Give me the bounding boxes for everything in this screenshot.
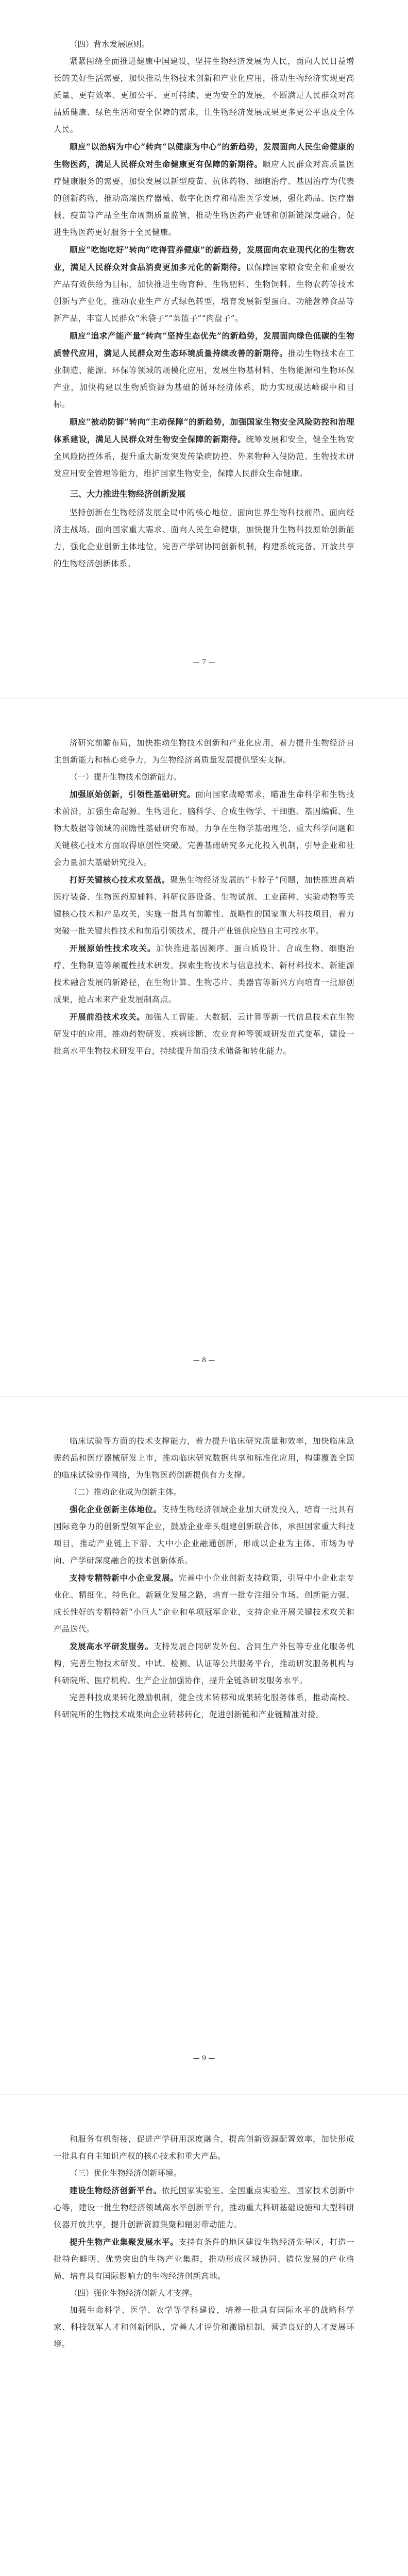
document-page bbox=[0, 2094, 408, 2576]
paragraph-lead: 强化企业创新主体地位。 bbox=[70, 1504, 162, 1514]
paragraph-text: 依托国家实验室、全国重点实验室、国家技术创新中心等，建设一批生物经济领域高水平创新平台，推动重大科研基础设施和大型科研仪器开放共享，提升创新资源集聚和辐射带动能力。 bbox=[54, 2186, 354, 2229]
paragraph bbox=[54, 138, 354, 241]
paragraph bbox=[54, 871, 354, 940]
paragraph bbox=[54, 786, 354, 871]
paragraph-text: 支持有条件的地区建设生物经济先导区，打造一批特色鲜明、优势突出的生物产业集群，推动形成区域协同、错位发展的产业格局，培育具有国际影响力的生物经济创新高地。 bbox=[54, 2238, 355, 2281]
subsection-heading: （三）优化生物经济创新环境。 bbox=[70, 2168, 182, 2178]
paragraph bbox=[54, 2302, 354, 2353]
paragraph-text: 紧紧围绕全面推进健康中国建设，坚持生物经济发展为人民，面向人民日益增长的美好生活需要，加快推动生物技术创新和产业化应用，推动生物经济实现更高质量、更有效率、更加公平、更可持续、更为安全的发展，不断满足人民群众对高品质健康、绿色生活和安全保障的需求，让生物经济发展成果更多更公平惠及全体人民。 bbox=[54, 57, 354, 134]
section-heading: 三、大力推进生物经济创新发展 bbox=[70, 489, 186, 499]
paragraph-text: 加快推进基因测序、蛋白质设计、合成生物、细胞治疗、生物制造等颠覆性技术研发，探索生物技术与信息技术、新材料技术、新能源技术融合发展的新路径，在生物计算、生物芯片、类器官等新兴方向培育一批原创成果，抢占未来产业发展制高点。 bbox=[54, 944, 354, 1004]
paragraph bbox=[54, 1433, 354, 1484]
paragraph-text: 支持生物经济领域企业加大研发投入，培育一批具有国际竞争力的创新型领军企业，鼓励企业牵头组建创新联合体，承担国家重大科技项目，推动产业链上下游、大中小企业融通创新，形成以企业为主体、市场为导向、产学研深度融合的技术创新体系。 bbox=[54, 1505, 354, 1565]
subsection-heading: （四）背水发展原则。 bbox=[70, 40, 150, 49]
paragraph bbox=[54, 327, 354, 413]
paragraph-text: 临床试验等方面的技术支撑能力，着力提升临床研究质量和效率，加快临床急需药品和医疗器械研发上市，推动临床研究数据共享和标准化应用，构建覆盖全国的临床试验协作网络，为生物医药创新提供有力支撑。 bbox=[54, 1436, 354, 1480]
paragraph-lead: 打好关键核心技术攻坚战。 bbox=[70, 875, 170, 885]
paragraph-text: 加强生命科学、医学、农学等学科建设，培养一批具有国际水平的战略科学家、科技领军人才和创新团队，完善人才评价和激励机制，营造良好的人才发展环境。 bbox=[54, 2306, 354, 2349]
paragraph-text: 聚焦生物经济发展的“卡脖子”问题，加快推进高端医疗装备、生物医药原辅料、科研仪器设备、生物试剂、工业菌种、实验动物等关键核心技术和产品攻关，实施一批具有前瞻性、战略性的国家重大科技项目，着力突破一批关键共性技术和前沿引领技术，提升产业链供应链自主可控水平。 bbox=[54, 875, 354, 936]
paragraph bbox=[54, 2182, 354, 2233]
paragraph-text: 面向国家战略需求，瞄准生命科学和生物技术前沿，加强生命起源、生物进化、脑科学、合成生物学、干细胞、基因编辑、生物大数据等领域的前瞻性基础研究布局，力争在生物学基础理论、重大科学问题和关键核心技术方面取得原创性突破。完善基础研究多元化投入机制，引导企业和社会力量加大基础研究投入。 bbox=[54, 790, 354, 867]
paragraph-lead: 顺应“吃饱吃好”转向“吃得营养健康”的新趋势，发展面向农业现代化的生物农业，满足人民群众对食品消费更加多元化的新期待。 bbox=[54, 245, 354, 272]
paragraph-lead: 开展原始性技术攻关。 bbox=[70, 943, 156, 953]
paragraph-lead: 建设生物经济创新平台。 bbox=[70, 2185, 162, 2195]
paragraph-lead: 提升生物产业集聚发展水平。 bbox=[70, 2237, 179, 2247]
page-number: — 7 — bbox=[193, 658, 215, 666]
paragraph bbox=[54, 1689, 354, 1723]
paragraph-text: 支持发展合同研发外包、合同生产外包等专业化服务机构，完善生物技术研发、中试、检测、认证等公共服务平台，推动研发服务机构与科研院所、医疗机构、生产企业加强协作，提升全链条研发服务水平。 bbox=[54, 1642, 354, 1685]
paragraph bbox=[54, 735, 354, 769]
paragraph-lead: 顺应“以治病为中心”转向“以健康为中心”的新趋势，发展面向人民生命健康的生物医药，满足人民群众对生命健康更有保障的新期待。 bbox=[54, 142, 354, 169]
paragraph-text: 顺应人民群众对高质量医疗健康服务的需要，加快发展以新型疫苗、抗体药物、细胞治疗、基因治疗为代表的创新药物，推动高端医疗器械、数字化医疗和精准医学发展，强化药品、医疗器械、疫苗等产品全生命周期质量监管，推动生物医药产业链和创新链深度融合，促进生物医药更好服务于全民健康。 bbox=[54, 160, 354, 237]
paragraph bbox=[54, 1501, 354, 1569]
paragraph bbox=[54, 2131, 354, 2165]
paragraph bbox=[54, 504, 354, 572]
paragraph-text: 推动生物技术在工业制造、能源、环保等领域的规模化应用，发展生物基材料、生物能源和生物环保产业，加快构建以生物质资源为基础的循环经济体系，助力实现碳达峰碳中和目标。 bbox=[54, 349, 355, 409]
paragraph-text: 完善中小企业创新支持政策，引导中小企业走专业化、精细化、特色化、新颖化发展之路，培育一批专注细分市场、创新能力强、成长性好的专精特新“小巨人”企业和单项冠军企业，支持企业开展关键技术攻关和产品迭代。 bbox=[54, 1573, 355, 1634]
subsection-heading: （四）强化生物经济创新人才支撑。 bbox=[70, 2289, 198, 2298]
document-page bbox=[0, 0, 408, 698]
document-page bbox=[0, 1396, 408, 2094]
paragraph-lead: 开展前沿技术攻关。 bbox=[70, 1012, 145, 1022]
paragraph bbox=[54, 2233, 354, 2285]
paragraph-text: 统筹发展和安全，健全生物安全风险防控体系，提升重大新发突发传染病防控、外来物种入侵防范、生物技术研发应用安全管理等能力，维护国家生物安全，保障人民群众生命健康。 bbox=[54, 435, 355, 478]
paragraph bbox=[54, 940, 354, 1008]
paragraph-text: 坚持创新在生物经济发展全局中的核心地位，面向世界生物科技前沿、面向经济主战场、面向国家重大需求、面向人民生命健康，加快提升生物科技原始创新能力，强化企业创新主体地位，完善产学研协同创新机制，构建系统完备、开放共享的生物经济创新体系。 bbox=[54, 508, 354, 568]
paragraph-lead: 顺应“追求产能产量”转向“坚持生态优先”的新趋势，发展面向绿色低碳的生物质替代应用，满足人民群众对生态环境质量持续改善的新期待。 bbox=[54, 331, 354, 358]
paragraph bbox=[54, 1008, 354, 1060]
paragraph-text: 济研究前瞻布局，加快推动生物技术创新和产业化应用，着力提升生物经济自主创新能力和核心竞争力，为生物经济高质量发展提供坚实支撑。 bbox=[54, 738, 354, 765]
subsection-heading: （二）推动企业成为创新主体。 bbox=[70, 1487, 182, 1497]
paragraph-lead: 加强原始创新，引领性基础研究。 bbox=[70, 789, 196, 799]
paragraph-text: 和服务有机衔接，促进产学研用深度融合，提高创新资源配置效率，加快形成一批具有自主知识产权的核心技术和重大产品。 bbox=[54, 2134, 354, 2161]
paragraph-lead: 发展高水平研发服务。 bbox=[70, 1641, 154, 1651]
paragraph-lead: 支持专精特新中小企业发展。 bbox=[70, 1573, 179, 1583]
paragraph bbox=[54, 413, 354, 482]
paragraph bbox=[54, 1569, 354, 1638]
paragraph-text: 加强人工智能、大数据、云计算等新一代信息技术在生物研发中的应用，推动药物研发、疾病诊断、农业育种等领域研发范式变革，建设一批高水平生物技术研发平台，持续提升前沿技术储备和转化能力。 bbox=[54, 1012, 354, 1056]
paragraph-lead: 顺应“被动防御”转向“主动保障”的新趋势，加强国家生物安全风险防控和治理体系建设，满足人民群众对生物安全保障的新期待。 bbox=[54, 417, 354, 444]
page-number: — 9 — bbox=[193, 2055, 215, 2062]
paragraph bbox=[54, 241, 354, 327]
page-number: — 8 — bbox=[193, 1357, 215, 1364]
subsection-heading: （一）提升生物技术创新能力。 bbox=[70, 772, 182, 782]
paragraph bbox=[54, 1638, 354, 1689]
paragraph-text: 以保障国家粮食安全和重要农产品有效供给为目标，加快推进生物育种、生物肥料、生物饲料、生物农药等技术创新与产业化，推动农业生产方式绿色转型，培育发展新型蛋白、功能营养食品等新产品，丰富人民群众“米袋子”“菜篮子”“肉盘子”。 bbox=[54, 263, 355, 323]
paragraph-text: 完善科技成果转化激励机制，健全技术转移和成果转化服务体系，推动高校、科研院所的生物技术成果向企业转移转化，促进创新链和产业链精准对接。 bbox=[54, 1693, 354, 1719]
paragraph bbox=[54, 53, 354, 138]
document-page bbox=[0, 698, 408, 1396]
